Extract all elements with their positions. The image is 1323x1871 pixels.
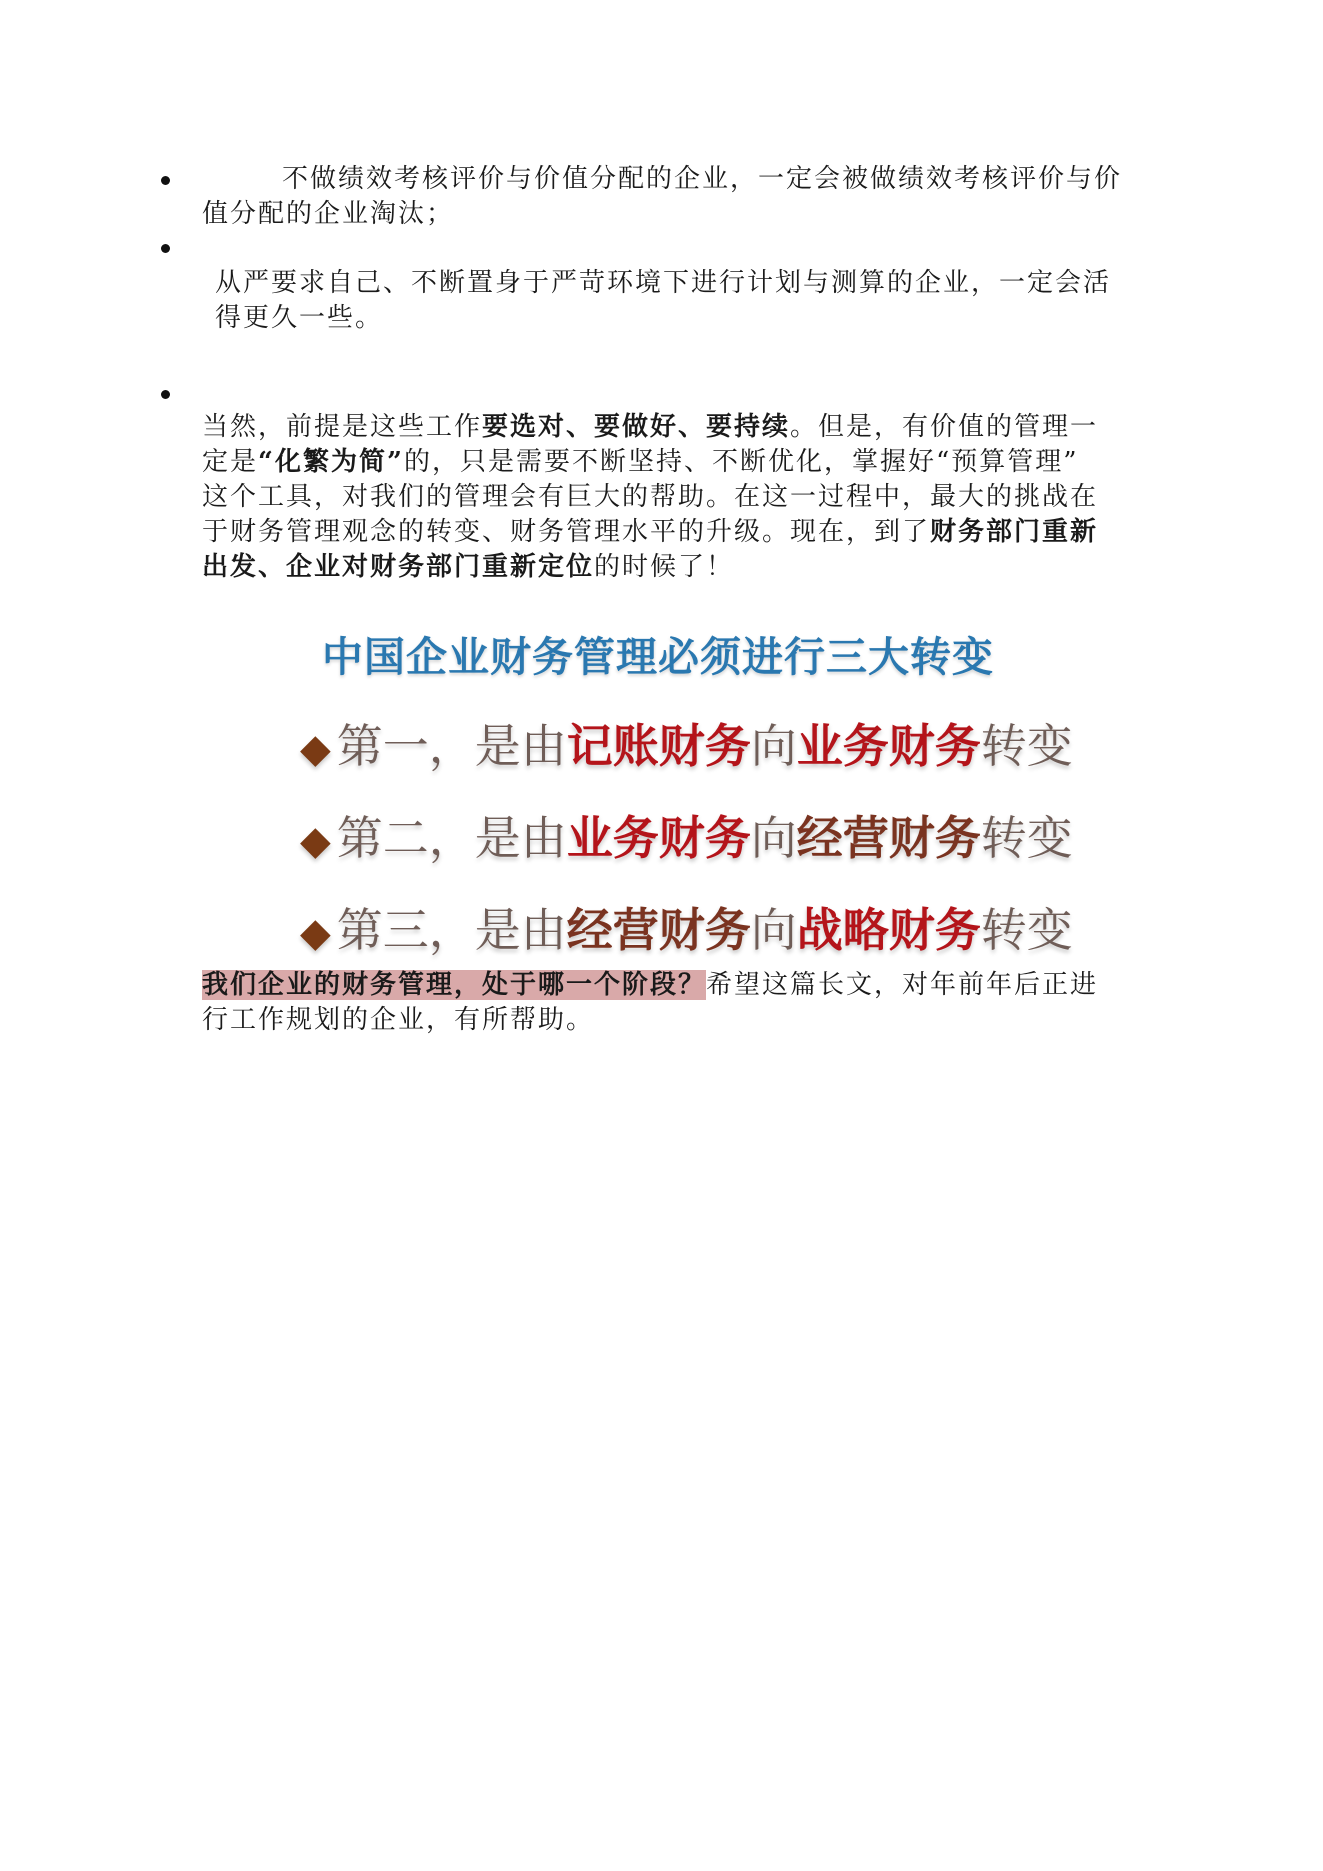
text-line: 当然，前提是这些工作要选对、要做好、要持续。但是，有价值的管理一 [202,412,1099,442]
bullet-dot [161,244,170,253]
diamond-icon: ◆ [300,818,331,864]
paragraph-performance [202,162,1122,232]
text-line: 不做绩效考核评价与价值分配的企业，一定会被做绩效考核评价与价 [282,164,1123,194]
bullet-dot [161,390,170,399]
paragraph-premise [202,410,1098,585]
text-line: 于财务管理观念的转变、财务管理水平的升级。现在，到了财务部门重新 [202,517,1099,547]
transformation-line-2: ◆ 第二，是由业务财务向经营财务转变 [300,811,1073,865]
transformation-line-1: ◆ 第一，是由记账财务向业务财务转变 [300,719,1073,773]
text-line: 这个工具，对我们的管理会有巨大的帮助。在这一过程中，最大的挑战在 [202,482,1099,512]
text-line: 从严要求自己、不断置身于严苛环境下进行计划与测算的企业，一定会活 [215,268,1112,298]
diamond-icon: ◆ [300,726,331,772]
three-transformations-graphic [300,610,1073,960]
text-line: 值分配的企业淘汰； [202,199,455,229]
text-line: 定是“化繁为简”的，只是需要不断坚持、不断优化，掌握好“预算管理” [202,447,1079,477]
bold-emphasis: 出发、企业对财务部门重新定位 [202,552,595,582]
paragraph-strict-requirements [215,266,1111,336]
diamond-icon: ◆ [300,910,331,956]
graphic-title: 中国企业财务管理必须进行三大转变 [322,633,994,681]
text-line: 行工作规划的企业，有所帮助。 [202,1005,595,1035]
highlighted-question: 我们企业的财务管理，处于哪一个阶段？ [202,970,707,1000]
text-line: 我们企业的财务管理，处于哪一个阶段？希望这篇长文，对年前年后正进 [202,970,1099,1000]
bullet-dot [161,176,170,185]
text-line: 得更久一些。 [215,303,384,333]
text-line: 出发、企业对财务部门重新定位的时候了！ [202,552,735,582]
bold-emphasis: “化繁为简” [258,447,404,477]
bold-emphasis: 要选对、要做好、要持续 [482,412,791,442]
transformation-line-3: ◆ 第三，是由经营财务向战略财务转变 [300,903,1073,957]
bold-emphasis: 财务部门重新 [930,517,1099,547]
paragraph-closing [202,968,1098,1038]
